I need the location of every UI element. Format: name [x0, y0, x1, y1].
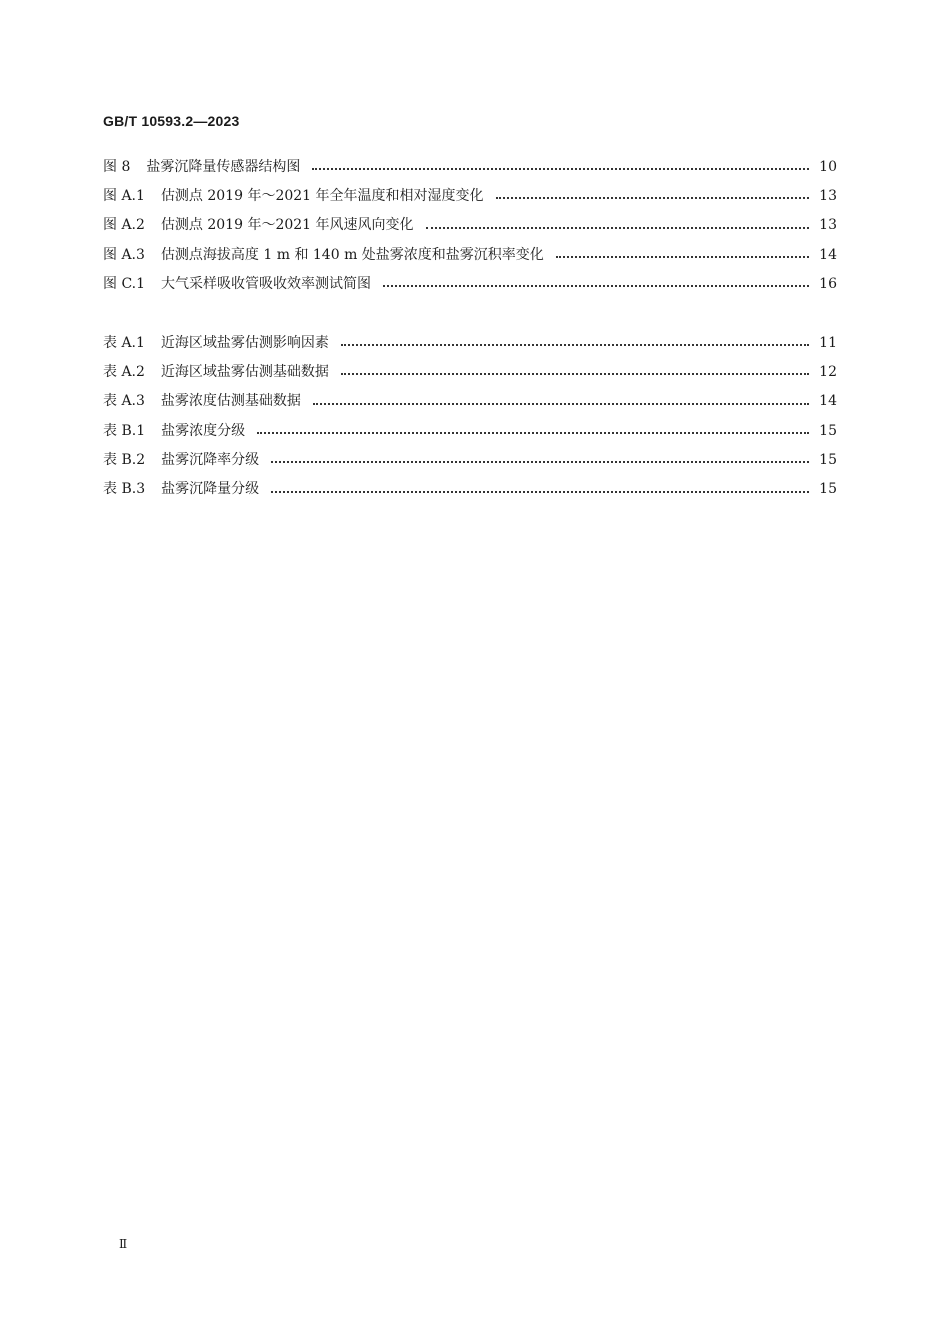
toc-page-number: 15: [819, 451, 837, 468]
figure-list: [103, 152, 837, 298]
toc-prefix: 图 A.3: [103, 246, 145, 263]
standard-code-header: GB/T 10593.2—2023: [103, 113, 240, 129]
dot-leader: [271, 490, 809, 493]
toc-page-number: 11: [819, 334, 837, 351]
toc-page-number: 13: [819, 217, 837, 234]
toc-page-number: 12: [819, 363, 837, 380]
toc-prefix: 表 A.3: [103, 393, 145, 410]
dot-leader: [271, 460, 809, 463]
toc-prefix: 图 8: [103, 158, 131, 175]
toc-row[interactable]: [103, 357, 837, 386]
table-list: [103, 328, 837, 504]
toc-title: 估测点海拔高度 1 m 和 140 m 处盐雾浓度和盐雾沉积率变化: [160, 246, 544, 263]
toc-title: 估测点 2019 年～2021 年风速风向变化: [160, 217, 414, 234]
toc-title: 近海区域盐雾估测基础数据: [160, 363, 329, 380]
toc-prefix: 图 A.2: [103, 217, 145, 234]
toc-title: 估测点 2019 年～2021 年全年温度和相对湿度变化: [160, 187, 484, 204]
page-number-footer: Ⅱ: [119, 1237, 128, 1251]
dot-leader: [257, 431, 809, 434]
toc-row[interactable]: [103, 240, 837, 269]
dot-leader: [426, 226, 810, 229]
toc-page-number: 10: [819, 158, 837, 175]
dot-leader: [313, 402, 809, 405]
toc-prefix: 表 B.1: [103, 422, 146, 439]
dot-leader: [341, 372, 809, 375]
toc-row[interactable]: [103, 211, 837, 240]
toc-page-number: 15: [819, 422, 837, 439]
toc-row[interactable]: [103, 181, 837, 210]
toc-prefix: 表 B.3: [103, 481, 146, 498]
toc-title: 盐雾沉降量分级: [161, 481, 260, 498]
toc-page-number: 16: [819, 275, 837, 292]
toc-prefix: 表 A.2: [103, 363, 145, 380]
toc-title: 盐雾浓度分级: [161, 422, 246, 439]
dot-leader: [496, 196, 810, 199]
toc-title: 盐雾沉降率分级: [161, 451, 260, 468]
toc-page-number: 15: [819, 481, 837, 498]
toc-row[interactable]: [103, 445, 837, 474]
toc-page-number: 14: [819, 393, 837, 410]
toc-row[interactable]: [103, 416, 837, 445]
dot-leader: [341, 343, 809, 346]
toc-row[interactable]: [103, 474, 837, 503]
toc-title: 盐雾浓度估测基础数据: [160, 393, 301, 410]
toc-title: 大气采样吸收管吸收效率测试简图: [161, 275, 372, 292]
dot-leader: [312, 167, 809, 170]
toc-prefix: 图 A.1: [103, 187, 145, 204]
toc-row[interactable]: [103, 387, 837, 416]
dot-leader: [383, 284, 809, 287]
toc-row[interactable]: [103, 328, 837, 357]
toc-title: 近海区域盐雾估测影响因素: [160, 334, 329, 351]
dot-leader: [556, 255, 809, 258]
toc-prefix: 表 A.1: [103, 334, 145, 351]
toc-row[interactable]: [103, 269, 837, 298]
toc-title: 盐雾沉降量传感器结构图: [146, 158, 301, 175]
toc-page-number: 14: [819, 246, 837, 263]
toc-prefix: 表 B.2: [103, 451, 146, 468]
toc-page-number: 13: [819, 187, 837, 204]
toc-row[interactable]: [103, 152, 837, 181]
toc-prefix: 图 C.1: [103, 275, 146, 292]
